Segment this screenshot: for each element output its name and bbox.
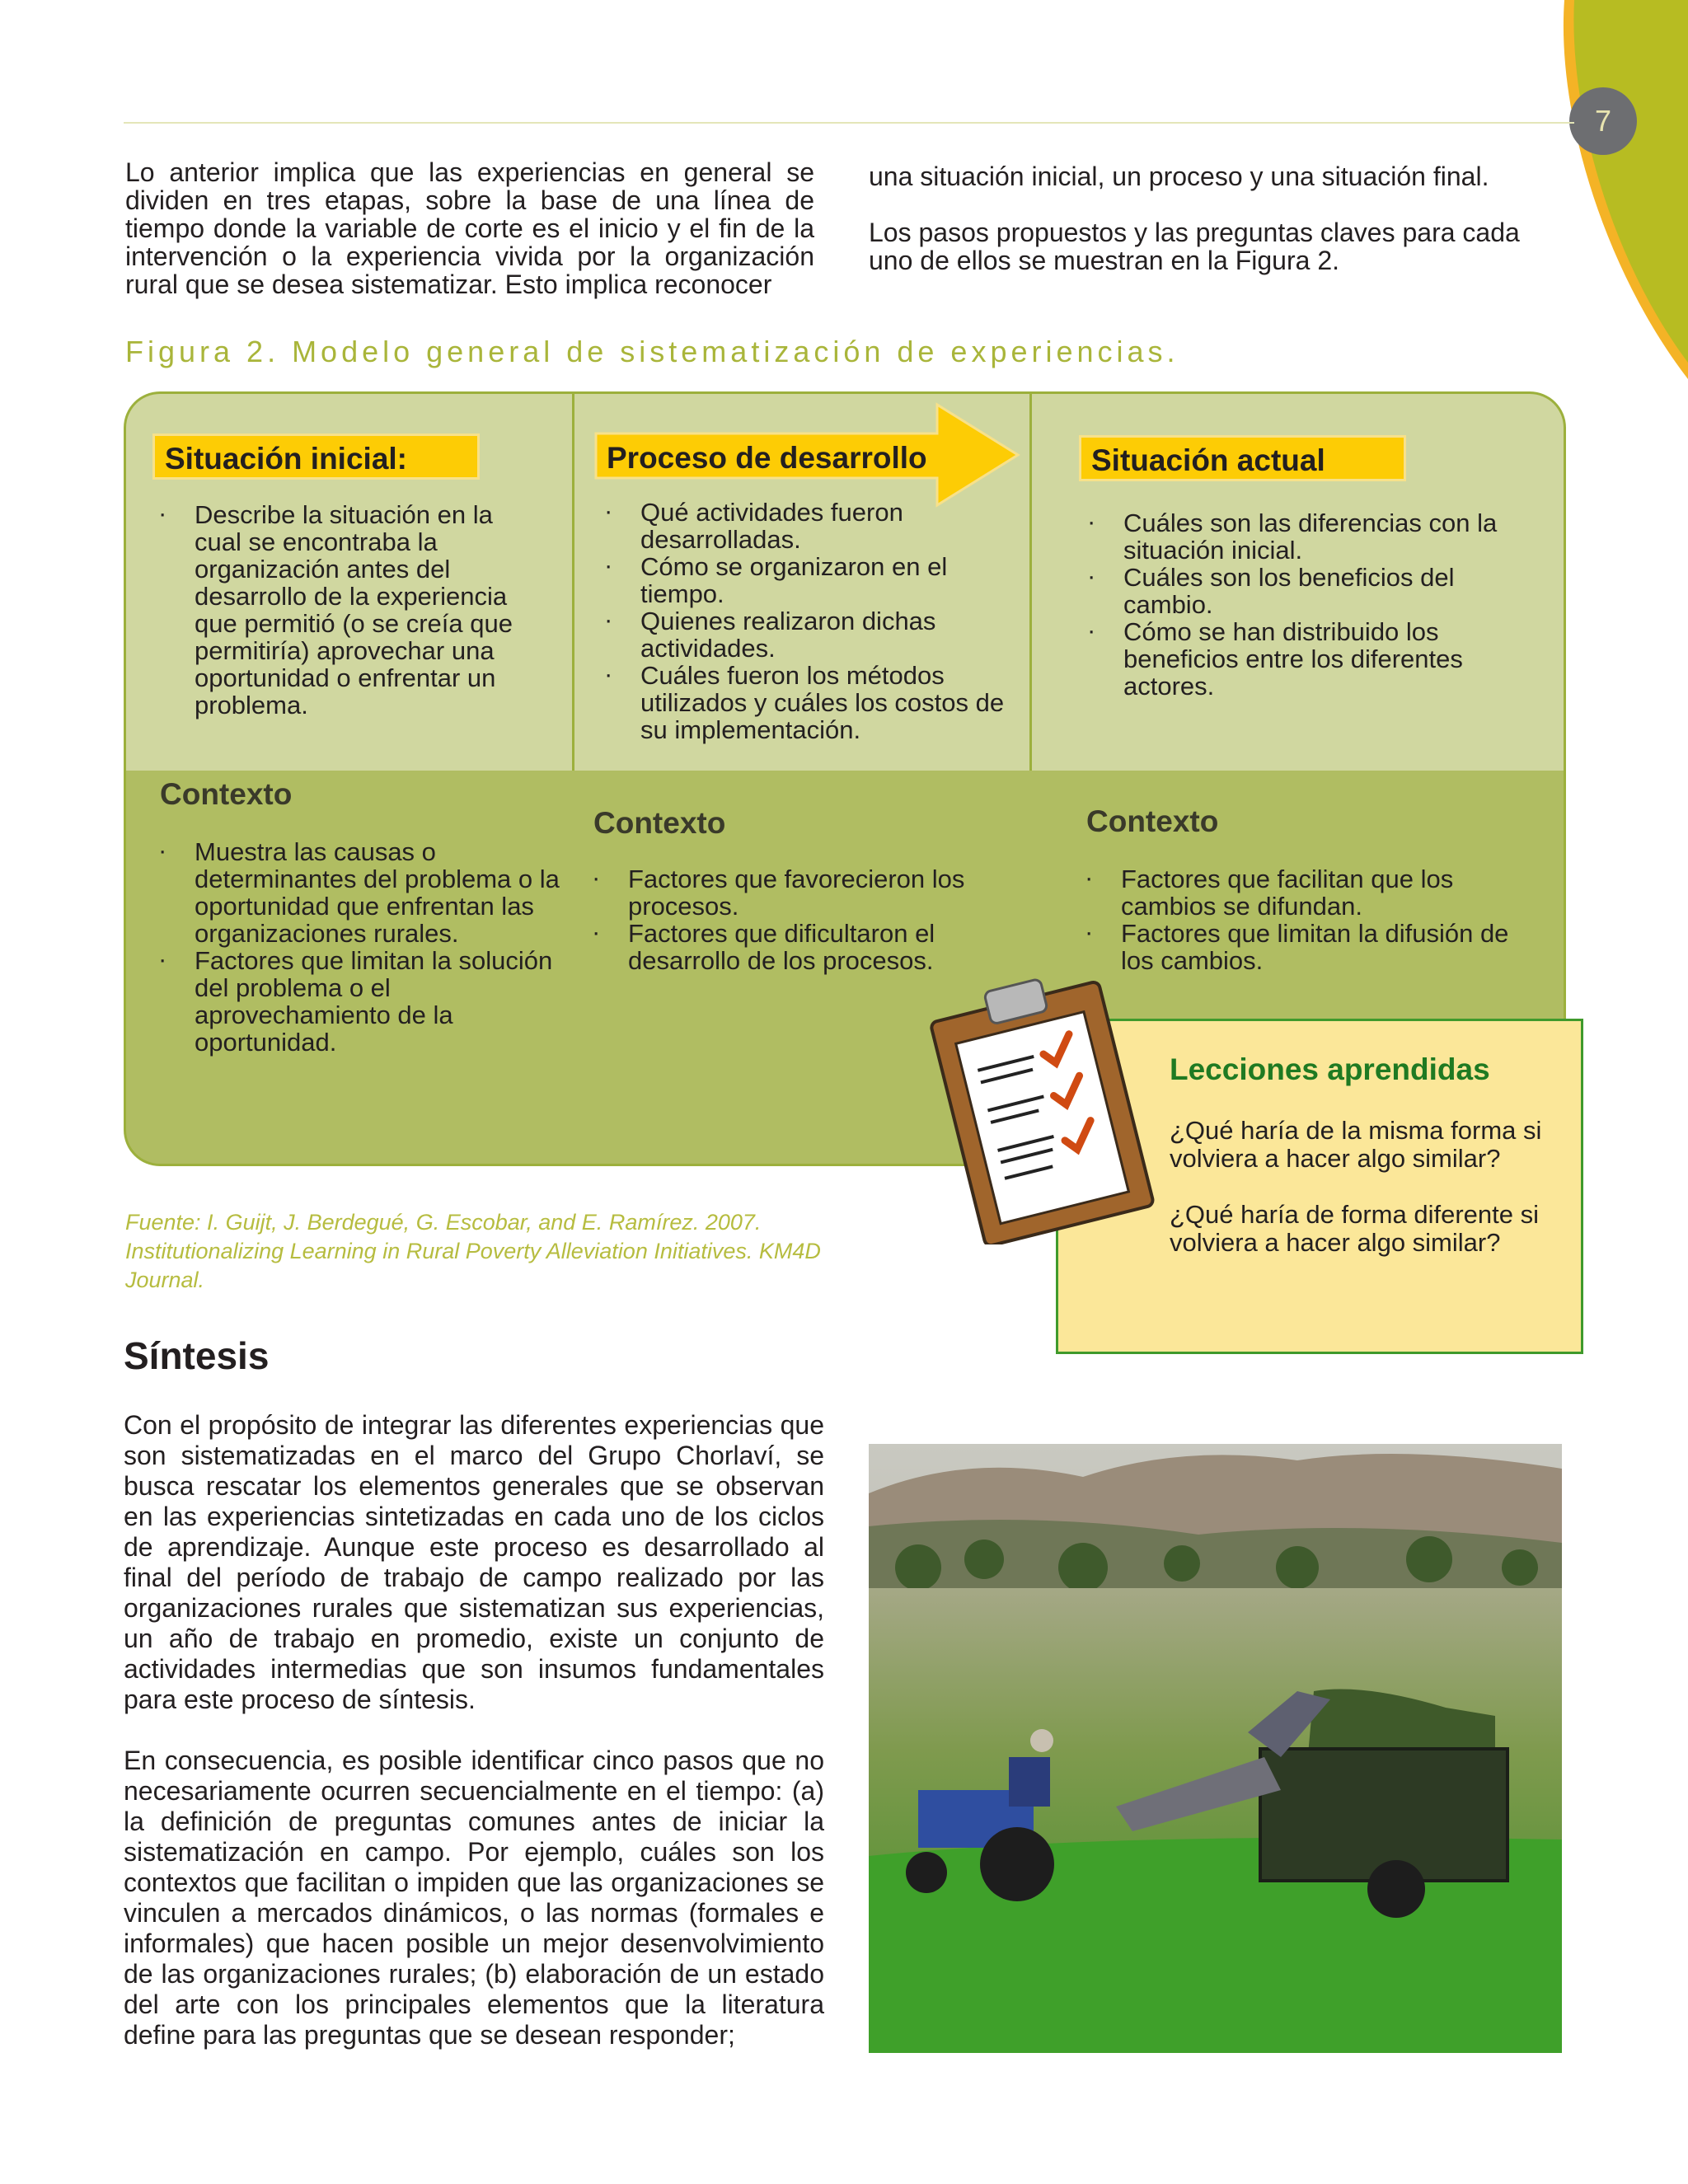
list-item: · Quienes realizaron dichas actividades. xyxy=(604,607,1008,662)
context-title-1: Contexto xyxy=(160,777,293,811)
context-list-2 xyxy=(592,865,1012,974)
label-situacion-actual: Situación actual xyxy=(1079,435,1406,481)
intro-right-paragraph-2: Los pasos propuestos y las preguntas claves para cada uno de ellos se muestran en la Figura 2. xyxy=(869,218,1520,275)
lessons-question-2: ¿Qué haría de forma diferente si volviera a hacer algo similar? xyxy=(1170,1200,1540,1257)
list-item: · Cuáles son los beneficios del cambio. xyxy=(1087,564,1549,618)
corner-leaf-decoration xyxy=(1490,0,1688,387)
list-item: · Qué actividades fueron desarrolladas. xyxy=(604,499,1008,553)
label-situacion-inicial: Situación inicial: xyxy=(152,434,480,480)
list-item: · Cómo se organizaron en el tiempo. xyxy=(604,553,1008,607)
list-item: · Muestra las causas o determinantes del problema o la oportunidad que enfrentan las organizaciones rurales. xyxy=(158,838,562,947)
sintesis-paragraph-2: En consecuencia, es posible identificar cinco pasos que no necesariamente ocurren secuencialmente en el tiempo: (a) la definición de preguntas comunes antes de iniciar la sistematización en campo. Por ejemplo, cuáles son los contextos que facilitan o impiden que las organizaciones se vinculen a mercados dinámicos, o las normas (formales e informales) que hacen posible un mejor desenvolvimiento de las organizaciones rurales; (b) elaboración de un estado del arte con los principales elementos que la literatura define para las preguntas que se desean responder; xyxy=(124,1746,824,2050)
list-item: · Cómo se han distribuido los beneficios entre los diferentes actores. xyxy=(1087,618,1549,700)
list-item: · Cuáles son las diferencias con la situación inicial. xyxy=(1087,509,1549,564)
context-title-3: Contexto xyxy=(1086,804,1219,838)
context-title-2: Contexto xyxy=(593,806,726,840)
list-item: · Factores que dificultaron el desarrollo de los procesos. xyxy=(592,920,1012,974)
figure-source: Fuente: I. Guijt, J. Berdegué, G. Escobar, and E. Ramírez. 2007. Institutionalizing Learning in Rural Poverty Alleviation Initiatives. KM4D Journal. xyxy=(125,1210,821,1292)
list-item: · Factores que facilitan que los cambios se difundan. xyxy=(1085,865,1530,920)
intro-right-paragraph-1: una situación inicial, un proceso y una situación final. xyxy=(869,162,1489,191)
situacion-actual-list xyxy=(1087,509,1549,700)
sintesis-paragraph-1: Con el propósito de integrar las diferentes experiencias que son sistematizadas en el marco del Grupo Chorlaví, se busca rescatar los elementos generales que se observan en las experiencias sintetizadas en cada uno de los ciclos de aprendizaje. Aunque este proceso es desarrollado al final del período de trabajo de campo realizado por las organizaciones rurales que sistematizan sus experiencias, un año de trabajo en promedio, existe un conjunto de actividades intermedias que son insumos fundamentales para este proceso de síntesis. xyxy=(124,1410,824,1714)
page-number: 7 xyxy=(1569,87,1637,155)
situacion-inicial-list xyxy=(158,501,546,719)
intro-left-paragraph: Lo anterior implica que las experiencias en general se dividen en tres etapas, sobre la base de una línea de tiempo donde la variable de corte es el inicio y el fin de la intervención o la experiencia vivida por la organización rural que se desea sistematizar. Esto implica reconocer xyxy=(125,157,814,299)
sintesis-heading: Síntesis xyxy=(124,1334,270,1377)
label-proceso-desarrollo: Proceso de desarrollo xyxy=(607,441,927,475)
field-harvest-photo xyxy=(869,1444,1562,2053)
list-item: · Describe la situación en la cual se encontraba la organización antes del desarrollo de la experiencia que permitió (o se creía que permitiría) aprovechar una oportunidad o enfrentar un problema. xyxy=(158,501,546,719)
clipboard-checklist-icon xyxy=(923,972,1170,1244)
figure-caption: Figura 2. Modelo general de sistematización de experiencias. xyxy=(125,335,1179,368)
list-item: · Factores que limitan la difusión de los cambios. xyxy=(1085,920,1530,974)
lessons-title: Lecciones aprendidas xyxy=(1170,1052,1490,1086)
context-list-1 xyxy=(158,838,562,1056)
column-divider-1 xyxy=(572,391,574,771)
header-rule xyxy=(124,122,1574,124)
context-list-3 xyxy=(1085,865,1530,974)
list-item: · Cuáles fueron los métodos utilizados y cuáles los costos de su implementación. xyxy=(604,662,1008,743)
column-divider-2 xyxy=(1029,391,1032,771)
list-item: · Factores que limitan la solución del problema o el aprovechamiento de la oportunidad. xyxy=(158,947,562,1056)
list-item: · Factores que favorecieron los procesos. xyxy=(592,865,1012,920)
proceso-desarrollo-list xyxy=(604,499,1008,743)
lessons-question-1: ¿Qué haría de la misma forma si volviera a hacer algo similar? xyxy=(1170,1116,1542,1173)
